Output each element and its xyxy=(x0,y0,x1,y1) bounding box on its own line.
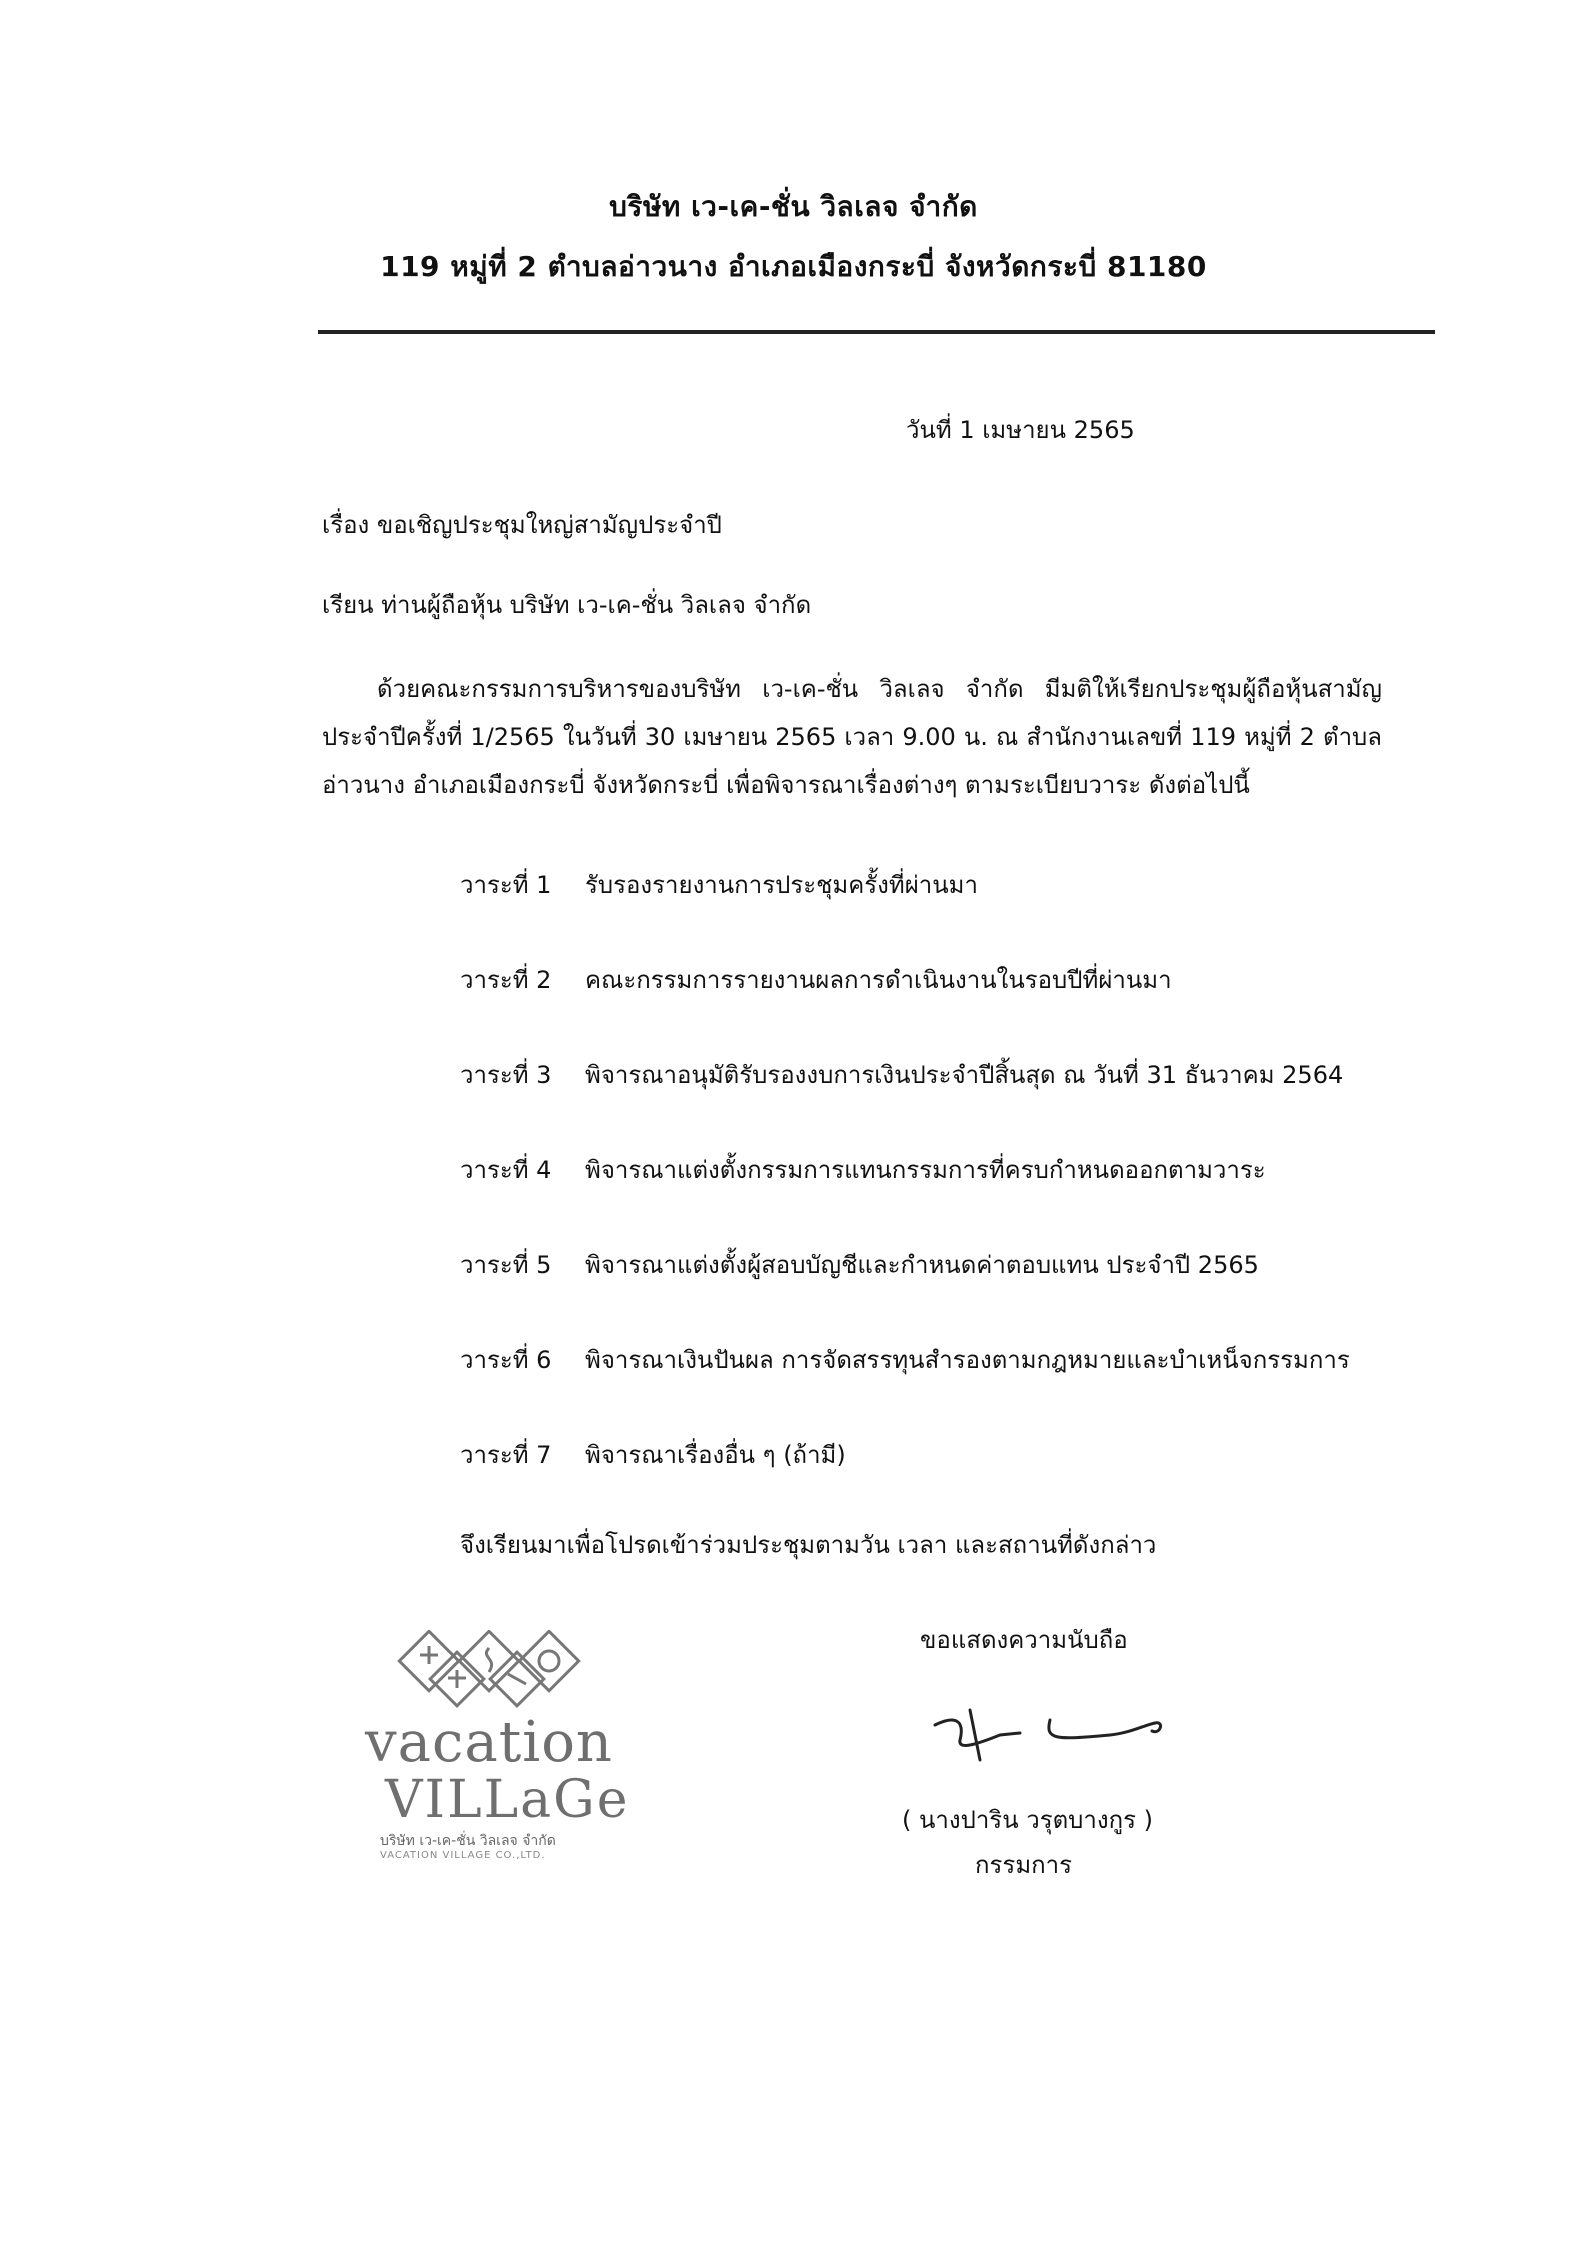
agenda-number: วาระที่ 7 xyxy=(460,1441,552,1469)
agenda-text: พิจารณาแต่งตั้งกรรมการแทนกรรมการที่ครบกำหนดออกตามวาระ xyxy=(585,1156,1266,1184)
body-paragraph-text: ด้วยคณะกรรมการบริหารของบริษัท เว-เค-ชั่น วิลเลจ จำกัด มีมติให้เรียกประชุมผู้ถือหุ้นสามัญประจำปีครั้งที่ 1/2565 ในวันที่ 30 เมษายน 2565 เวลา 9.00 น. ณ สำนักงานเลขที่ 119 หมู่ที่ 2 ตำบลอ่าวนาง อำเภอเมืองกระบี่ จังหวัดกระบี่ เพื่อพิจารณาเรื่องต่างๆ ตามระเบียบวาระ ดังต่อไปนี้ xyxy=(322,675,1382,799)
agenda-item xyxy=(460,1245,1259,1284)
agenda-text: พิจารณาเงินปันผล การจัดสรรทุนสำรองตามกฎหมายและบำเหน็จกรรมการ xyxy=(585,1346,1350,1374)
letter-date: วันที่ 1 เมษายน 2565 xyxy=(906,416,1135,444)
letter-recipient: เรียน ท่านผู้ถือหุ้น บริษัท เว-เค-ชั่น วิลเลจ จำกัด xyxy=(322,591,812,619)
agenda-number: วาระที่ 1 xyxy=(460,871,552,899)
logo-company-en: VACATION VILLAGE CO.,LTD. xyxy=(380,1850,546,1861)
header-divider xyxy=(318,330,1435,334)
agenda-item xyxy=(460,1435,846,1474)
logo-wordmark-bottom: VILLaGe xyxy=(385,1770,630,1830)
agenda-number: วาระที่ 3 xyxy=(460,1061,552,1089)
body-paragraph xyxy=(322,665,1382,809)
agenda-text: พิจารณาอนุมัติรับรองงบการเงินประจำปีสิ้นสุด ณ วันที่ 31 ธันวาคม 2564 xyxy=(585,1061,1344,1089)
agenda-item xyxy=(460,1055,1343,1094)
logo-company-th: บริษัท เว-เค-ชั่น วิลเลจ จำกัด xyxy=(380,1833,556,1849)
letter-subject: เรื่อง ขอเชิญประชุมใหญ่สามัญประจำปี xyxy=(322,511,722,539)
closing-line: จึงเรียนมาเพื่อโปรดเข้าร่วมประชุมตามวัน เวลา และสถานที่ดังกล่าว xyxy=(460,1531,1157,1559)
agenda-number: วาระที่ 5 xyxy=(460,1251,552,1279)
agenda-text: รับรองรายงานการประชุมครั้งที่ผ่านมา xyxy=(585,871,978,899)
agenda-item xyxy=(460,1340,1350,1379)
agenda-text: คณะกรรมการรายงานผลการดำเนินงานในรอบปีที่ผ่านมา xyxy=(585,966,1172,994)
agenda-text: พิจารณาแต่งตั้งผู้สอบบัญชีและกำหนดค่าตอบแทน ประจำปี 2565 xyxy=(585,1251,1259,1279)
agenda-number: วาระที่ 6 xyxy=(460,1346,552,1374)
signer-name: ( นางปาริน วรุตบางกูร ) xyxy=(902,1806,1154,1834)
company-name: บริษัท เว-เค-ชั่น วิลเลจ จำกัด xyxy=(609,190,978,223)
agenda-item xyxy=(460,1150,1266,1189)
logo-wordmark-top: vacation xyxy=(365,1710,613,1775)
agenda-number: วาระที่ 2 xyxy=(460,966,552,994)
company-address: 119 หมู่ที่ 2 ตำบลอ่าวนาง อำเภอเมืองกระบี่ จังหวัดกระบี่ 81180 xyxy=(380,250,1207,283)
regards-line: ขอแสดงความนับถือ xyxy=(920,1626,1128,1654)
signer-title: กรรมการ xyxy=(975,1851,1073,1879)
agenda-item xyxy=(460,865,978,904)
agenda-text: พิจารณาเรื่องอื่น ๆ (ถ้ามี) xyxy=(585,1441,846,1469)
signature-icon xyxy=(930,1695,1170,1765)
agenda-number: วาระที่ 4 xyxy=(460,1156,552,1184)
agenda-item xyxy=(460,960,1172,999)
